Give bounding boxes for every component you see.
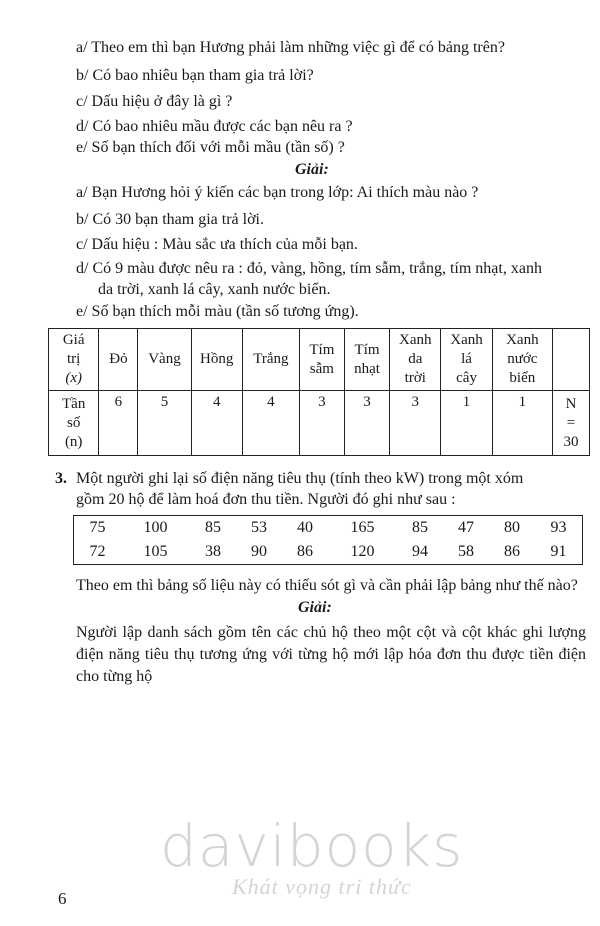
color-label: Vàng <box>148 351 181 367</box>
color-cell <box>99 329 138 391</box>
count-cell: 3 <box>344 391 389 456</box>
color-cell <box>138 329 191 391</box>
answer-c: c/ Dấu hiệu : Màu sắc ưa thích của mỗi bạn. <box>76 236 358 253</box>
color-label: lá <box>461 351 472 367</box>
color-cell <box>299 329 344 391</box>
data-cell: 75 <box>89 519 106 536</box>
count-cell: 6 <box>99 391 138 456</box>
color-label: da <box>408 351 423 367</box>
count-cell: 5 <box>138 391 191 456</box>
data-cell: 53 <box>250 519 267 536</box>
watermark-logo: davibooks <box>160 812 464 880</box>
data-cell: 85 <box>411 519 428 536</box>
color-label: Tím <box>354 341 380 358</box>
header-text: trị <box>67 351 81 367</box>
solution-heading-1: Giải: <box>295 161 329 178</box>
data-cell: 40 <box>296 519 313 536</box>
color-label: Đỏ <box>109 351 128 367</box>
solution-3: Người lập danh sách gồm tên các chủ hộ theo một cột và cột khác ghi lượng điện năng tiêu thụ tương ứng với từng hộ mới lập hóa đơn thu được tiền điện cho từng hộ <box>76 624 586 685</box>
count-cell: 1 <box>492 391 552 456</box>
color-label: Trắng <box>253 351 289 367</box>
watermark-slogan: Khát vọng tri thức <box>232 874 412 899</box>
data-cell: 100 <box>143 519 168 536</box>
empty-cell <box>552 329 589 391</box>
count-cell: 3 <box>390 391 441 456</box>
data-cell: 72 <box>89 543 106 560</box>
color-label: nước <box>507 351 538 367</box>
color-label: sẫm <box>309 360 334 377</box>
question-c: c/ Dấu hiệu ở đây là gì ? <box>76 93 233 110</box>
question-3: Theo em thì bảng số liệu này có thiếu sót gì và cần phải lập bảng như thế nào? <box>76 577 578 594</box>
question-d: d/ Có bao nhiêu mầu được các bạn nêu ra ? <box>76 118 353 135</box>
problem3-line2: gồm 20 hộ để làm hoá đơn thu tiền. Người đó ghi như sau : <box>76 491 456 508</box>
answer-e: e/ Số bạn thích mỗi màu (tần số tương ứng). <box>76 303 359 320</box>
count-cell: 1 <box>441 391 492 456</box>
data-cell: 80 <box>503 519 520 536</box>
data-cell: 85 <box>204 519 221 536</box>
total-text: 30 <box>563 433 579 450</box>
header-text: (x) <box>65 370 83 386</box>
header-text: Giá <box>62 332 85 348</box>
frequency-table <box>48 328 590 456</box>
value-row <box>49 329 590 391</box>
color-label: Xanh <box>506 332 539 348</box>
total-text: N <box>565 395 577 412</box>
data-cell: 86 <box>296 543 313 560</box>
data-cell: 120 <box>350 543 375 560</box>
problem3-line1: Một người ghi lại số điện năng tiêu thụ (tính theo kW) trong một xóm <box>76 470 524 487</box>
frequency-header-cell <box>49 391 99 456</box>
color-cell <box>242 329 299 391</box>
total-cell <box>552 391 589 456</box>
data-cell: 90 <box>250 543 267 560</box>
count-cell: 3 <box>299 391 344 456</box>
count-cell: 4 <box>191 391 242 456</box>
data-cell: 91 <box>550 543 567 560</box>
color-label: Xanh <box>450 332 483 348</box>
answer-d-line2: da trời, xanh lá cây, xanh nước biển. <box>98 281 331 298</box>
color-label: Tím <box>309 341 335 358</box>
color-label: Hồng <box>200 351 234 367</box>
data-cell: 38 <box>204 543 221 560</box>
data-cell: 94 <box>411 543 428 560</box>
electricity-data-table <box>73 515 583 565</box>
data-cell: 165 <box>350 519 375 536</box>
question-e: e/ Số bạn thích đối với mỗi mầu (tần số) ? <box>76 139 345 156</box>
answer-d-line1: d/ Có 9 màu được nêu ra : đỏ, vàng, hồng, tím sẫm, trắng, tím nhạt, xanh <box>76 260 542 277</box>
color-cell <box>344 329 389 391</box>
value-header-cell <box>49 329 99 391</box>
data-cell: 58 <box>457 543 474 560</box>
question-b: b/ Có bao nhiêu bạn tham gia trả lời? <box>76 67 314 84</box>
problem-number: 3. <box>55 470 67 487</box>
answer-a: a/ Bạn Hương hỏi ý kiến các bạn trong lớp: Ai thích màu nào ? <box>76 184 479 201</box>
header-text: (n) <box>64 433 83 450</box>
data-cell: 105 <box>143 543 168 560</box>
page-number: 6 <box>58 889 67 908</box>
header-text: số <box>67 414 81 431</box>
header-text: Tần <box>62 395 86 412</box>
answer-b: b/ Có 30 bạn tham gia trả lời. <box>76 211 264 228</box>
color-label: biển <box>509 370 536 386</box>
color-cell <box>441 329 492 391</box>
data-cell: 93 <box>550 519 567 536</box>
data-row <box>74 516 583 541</box>
total-text: = <box>566 414 576 431</box>
color-label: Xanh <box>399 332 432 348</box>
color-cell <box>492 329 552 391</box>
color-label: cây <box>456 370 477 386</box>
color-label: trời <box>404 370 426 386</box>
data-cell: 47 <box>457 519 474 536</box>
color-label: nhạt <box>354 360 380 377</box>
count-cell: 4 <box>242 391 299 456</box>
color-cell <box>390 329 441 391</box>
data-row <box>74 540 583 565</box>
color-cell <box>191 329 242 391</box>
frequency-row <box>49 391 590 456</box>
question-a: a/ Theo em thì bạn Hương phải làm những việc gì để có bảng trên? <box>76 39 505 56</box>
data-cell: 86 <box>503 543 520 560</box>
solution-heading-2: Giải: <box>298 599 332 616</box>
